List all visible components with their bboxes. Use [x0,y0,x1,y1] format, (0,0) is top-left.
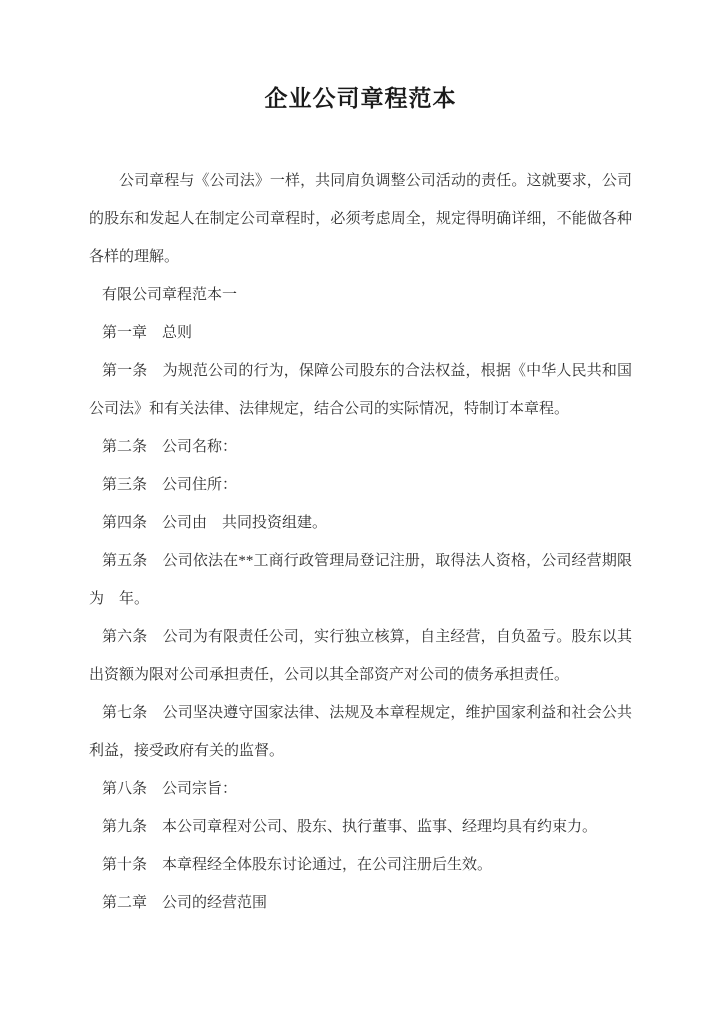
article-4: 第四条 公司由 共同投资组建。 [102,515,328,531]
article-9: 第九条 本公司章程对公司、股东、执行董事、监事、经理均具有约束力。 [102,819,598,835]
document-title: 企业公司章程范本 [264,86,457,111]
article-3: 第三条 公司住所： [102,477,238,493]
chapter-2-heading: 第二章 公司的经营范围 [102,895,268,911]
article-2: 第二条 公司名称： [102,439,238,455]
article-10: 第十条 本章程经全体股东讨论通过，在公司注册后生效。 [102,857,493,873]
article-1: 第一条 为规范公司的行为，保障公司股东的合法权益，根据《中华人民共和国公司法》和有关法律、法律规定，结合公司的实际情况，特制订本章程。 [89,363,632,417]
article-6: 第六条 公司为有限责任公司，实行独立核算，自主经营，自负盈亏。股东以其出资额为限对公司承担责任，公司以其全部资产对公司的债务承担责任。 [89,629,632,683]
article-8: 第八条 公司宗旨： [102,781,238,797]
article-7: 第七条 公司坚决遵守国家法律、法规及本章程规定，维护国家利益和社会公共利益，接受政府有关的监督。 [89,705,632,759]
intro-paragraph: 公司章程与《公司法》一样，共同肩负调整公司活动的责任。这就要求，公司的股东和发起人在制定公司章程时，必须考虑周全，规定得明确详细，不能做各种各样的理解。 [89,173,632,265]
template-name-line: 有限公司章程范本一 [102,287,238,303]
article-5: 第五条 公司依法在**工商行政管理局登记注册，取得法人资格，公司经营期限为 年。 [89,553,632,607]
chapter-1-heading: 第一章 总则 [102,325,193,341]
